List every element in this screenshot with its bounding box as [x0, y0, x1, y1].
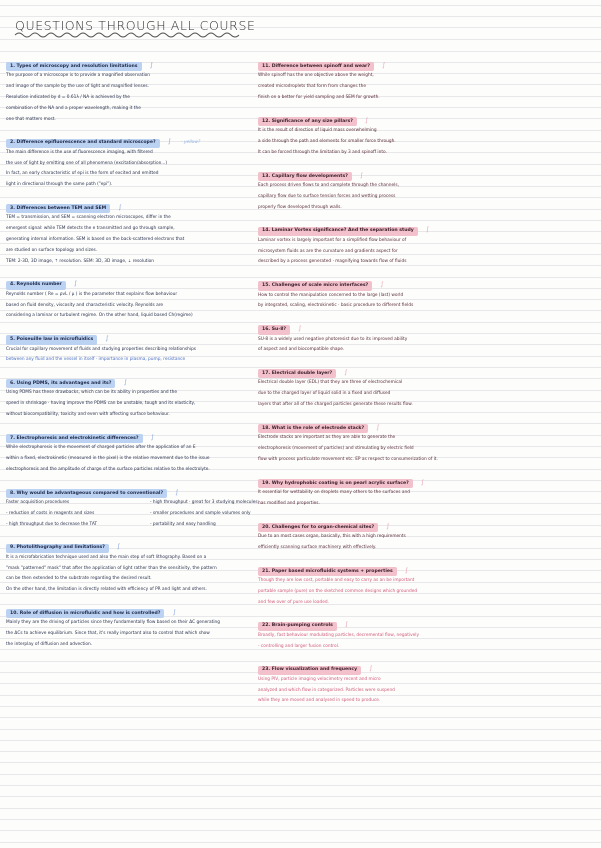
answer-line: speed in shrinkage · having improve the PDMS can be unstable, tough and its elasticity,: [6, 401, 196, 407]
answer-line: The main difference is the use of fluorescence imaging, with filtered: [6, 149, 153, 155]
answer-line: Each process driven flows to and complete through the channels,: [258, 182, 399, 188]
squiggle-icon: ∫: [364, 116, 369, 124]
answer-line: microsystem fluids as are the curvature and gradients aspect for: [258, 248, 398, 254]
question-heading: 12. Significance of any size pillars?: [258, 117, 357, 126]
squiggle-icon: ∫: [404, 566, 408, 574]
answer-line: While spinoff has the one objective above the weight,: [258, 73, 374, 79]
title-underline-squiggle-icon: [13, 31, 243, 39]
title-block: [15, 18, 256, 33]
answer-line: - controlling and larger fusion control.: [258, 643, 340, 649]
answer-line: without biocompatibility, toxicity and even with affecting surface behaviour.: [6, 412, 170, 418]
squiggle-icon: ∫: [167, 138, 171, 146]
squiggle-icon: ∫: [344, 621, 349, 629]
answer-line: electrophoresis and the amplitude of charge of the surface particles relative to the electrolyte.: [6, 466, 210, 472]
answer-line: Faster acquisition procedures: [6, 500, 70, 506]
answer-line: within a fixed, electrokinetic (measured in the pixel) is the relative movement due to the issue: [6, 456, 210, 462]
question-heading: 9. Photolithography and limitations?: [6, 544, 109, 553]
answer-line: On the other hand, the limitation is directly related with efficiency of PR and light and others.: [6, 587, 207, 593]
question-answer: [258, 236, 593, 268]
answer-line: a side through the path and elements for smaller force through.: [258, 138, 396, 144]
question-heading: 20. Challenges for to organ-chemical sites?: [258, 523, 378, 532]
question-17: [258, 359, 593, 411]
answer-line: Crucial for capillary movement of fluids and studying properties describing relationships: [6, 346, 197, 352]
answer-line: TEM = transmission, and SEM = scanning electron microscopes, differ in the: [6, 215, 171, 221]
answer-line: While electrophoresis is the movement of charged particles after the application of an E: [6, 445, 196, 451]
answer-line: SU-8 is a widely used negative photoresist due to its improved ability: [258, 336, 408, 342]
answer-subcolumn-left: [6, 498, 144, 530]
answer-line: - smaller procedures and sample volumes only: [150, 510, 251, 516]
answer-line: the use of light by emitting one of all phenomena (excitation/absorption...): [6, 160, 168, 166]
question-heading: 19. Why hydrophobic coating is on pearl acrylic surface?: [258, 479, 413, 488]
answer-line: and image of the sample by the use of light and magnified lenses.: [6, 84, 149, 90]
answer-line: are studied on surface topology and sizes.: [6, 247, 98, 253]
squiggle-icon: ∫: [382, 62, 386, 69]
question-13: [258, 162, 593, 214]
question-heading: 8. Why would be advantageous compared to conventional?: [6, 489, 167, 498]
question-answer: [6, 290, 288, 322]
answer-line: Laminar vortex is largely important for a simplified flow behaviour of: [258, 237, 407, 243]
question-answer: [258, 631, 593, 653]
question-heading: 6. Using PDMS, its advantages and its?: [6, 379, 115, 388]
answer-line: efficiently scanning surface machinery with effectively.: [258, 544, 377, 550]
question-answer: [258, 433, 593, 465]
answer-line: portable sample (pure) on the sketched common designs which grounded: [258, 588, 418, 594]
question-9: [6, 533, 288, 596]
answer-line: Using PIV, particle imaging velocimetry recent and micro: [258, 676, 381, 682]
question-6: [6, 369, 288, 421]
question-answer: [258, 291, 593, 313]
question-heading: 5. Poiseuille law in microfluidics: [6, 335, 97, 344]
question-4: [6, 270, 288, 322]
question-answer: [6, 553, 288, 596]
question-11: [258, 52, 593, 104]
question-answer: [258, 335, 593, 357]
question-7: [6, 424, 288, 476]
margin-note: - yellow?: [180, 140, 201, 146]
question-5: [6, 325, 288, 366]
question-19: [258, 469, 593, 510]
question-8: [6, 479, 288, 531]
question-answer: [6, 498, 288, 530]
question-heading: 23. Flow visualization and frequency: [258, 666, 361, 675]
squiggle-icon: ∫: [117, 543, 121, 551]
question-20: [258, 513, 593, 554]
squiggle-icon: ∫: [386, 522, 390, 530]
answer-line: Though they are low cost, portable and easy to carry as an be important: [258, 578, 415, 584]
squiggle-icon: ∫: [172, 609, 176, 617]
squiggle-icon: ∫: [150, 433, 154, 441]
answer-line: layers that after all of the charged particles generate these results flow.: [258, 402, 413, 408]
question-heading: 4. Reynolds number: [6, 281, 66, 290]
question-answer: [258, 71, 593, 103]
squiggle-icon: ∫: [359, 171, 364, 179]
answer-line: The purpose of a microscope is to provide a magnified observation: [6, 73, 150, 79]
squiggle-icon: ∫: [425, 226, 430, 234]
answer-line: Electrical double layer (EDL) that they are three of electrochemical: [258, 380, 403, 386]
question-heading: 2. Difference epifluorescence and standard microscope?: [6, 139, 160, 148]
question-heading: 11. Difference between spinoff and wear?: [258, 62, 374, 71]
squiggle-icon: ∫: [420, 478, 424, 486]
question-23: [258, 655, 593, 707]
answer-line: - portability and easy handling: [150, 521, 216, 527]
question-heading: 22. Brain-pumping controls: [258, 622, 337, 631]
question-heading: 3. Differences between TEM and SEM: [6, 204, 110, 213]
answer-line: and few over of pure use loaded.: [258, 599, 329, 605]
answer-line: has modified and properties.: [258, 500, 320, 506]
question-12: [258, 107, 593, 159]
squiggle-icon: ∫: [175, 488, 179, 496]
question-3: [6, 194, 288, 267]
answer-line: can be then extended to the substrate regarding the desired result.: [6, 576, 152, 582]
squiggle-icon: ∫: [123, 379, 127, 387]
question-heading: 13. Capillary flow developments?: [258, 172, 352, 181]
answer-line: finish on a better for yield sampling and SEM for growth.: [258, 94, 380, 100]
question-answer: [6, 213, 288, 267]
answer-line: considering a laminar or turbulent regime. On the other hand, liquid based Ch(regime): [6, 313, 193, 319]
question-heading: 1. Types of microscopy and resolution limitations: [6, 62, 142, 71]
question-heading: 10. Role of diffusion in microfluidic and how is controlled?: [6, 609, 164, 618]
answer-line: How to control the manipulation concerned to the large (last) world: [258, 292, 404, 298]
answer-line: light in directional through the same path ("epi").: [6, 182, 113, 188]
squiggle-icon: ∫: [149, 62, 153, 69]
question-answer: [6, 618, 288, 650]
squiggle-icon: ∫: [380, 281, 384, 289]
answer-line: one that matters most.: [6, 116, 56, 122]
answer-line: Mainly they are the driving of particles since they fundamentally flow based on their ΔC generating: [6, 620, 221, 626]
answer-line: Broadly, fast behaviour modulating particles, decremental flow, negatively: [258, 632, 420, 638]
answer-line: due to the charged layer of liquid solid in a fixed and diffused: [258, 391, 391, 397]
question-heading: 15. Challenges of scale micro interfaces?: [258, 281, 372, 290]
answer-line: of aspect and and biocompatible shape.: [258, 347, 345, 353]
question-heading: 16. Su-8?: [258, 325, 290, 334]
answer-line: Reynolds number ( Re = ρvL / μ ) is the parameter that explains flow behaviour: [6, 291, 178, 297]
answer-line: - high throughput · great for 3 studying molecules: [150, 500, 258, 506]
answer-line: It is the result of direction of liquid mass overwhelming: [258, 128, 377, 134]
question-answer: [258, 576, 593, 608]
question-answer: [6, 388, 288, 420]
question-answer: [6, 345, 288, 367]
question-15: [258, 271, 593, 312]
question-14: [258, 216, 593, 268]
squiggle-icon: ∫: [105, 335, 109, 343]
question-heading: 17. Electrical double layer?: [258, 369, 336, 378]
question-2: [6, 128, 288, 191]
question-answer: [258, 675, 593, 707]
question-22: [258, 611, 593, 652]
question-answer: [258, 181, 593, 213]
squiggle-icon: ∫: [118, 203, 122, 211]
answer-line: electrophoresis (movement of particles) and stimulating by electric field: [258, 446, 414, 452]
question-heading: 14. Laminar Vortex significance? And the separation study: [258, 227, 418, 236]
answer-line: between any fluid and the vessel in itself · importance in plasma, pump, resistance: [6, 357, 186, 363]
answer-line: - high throughput due to decrease the TAT: [6, 521, 98, 527]
answer-line: capillary flow due to surface tension forces and wetting process: [258, 193, 396, 199]
answer-line: It essential for wettability on droplets many others to the surfaces and: [258, 490, 410, 496]
answer-line: Due to an most cases organ, basically, this with a high requirements: [258, 534, 406, 540]
question-answer: [258, 126, 593, 158]
answer-line: - reduction of costs in reagents and sizes: [6, 510, 95, 516]
answer-line: emergent signal: while TEM detects the e transmitted and go through sample,: [6, 226, 175, 232]
answer-line: TEM: 2-3D, 3D image, ⇡ resolution. SEM: 3D, 3D image, ⇣ resolution: [6, 258, 155, 264]
question-heading: 21. Paper based microfluidic systems + properties: [258, 567, 397, 576]
answer-line: combination of the NA and a proper wavelength, making it the: [6, 105, 141, 111]
squiggle-icon: ∫: [73, 280, 78, 288]
answer-line: based on fluid density, viscosity and characteristic velocity. Reynolds are: [6, 302, 164, 308]
answer-line: created microdroplets that form from changes the: [258, 84, 366, 90]
answer-line: properly flow developed through walls.: [258, 204, 342, 210]
question-16: [258, 315, 593, 356]
squiggle-icon: ∫: [369, 665, 373, 673]
squiggle-icon: ∫: [376, 423, 380, 431]
answer-line: analyzed and which flow in categorized. Particles were suspend: [258, 687, 395, 693]
question-answer: [6, 71, 288, 125]
answer-line: by integrated, scaling, electrokinetic · basic procedure to different fields: [258, 303, 414, 309]
answer-line: the interplay of diffusion and advection.: [6, 642, 93, 647]
right-column: [258, 52, 593, 710]
answer-line: while they are moved and analysed in speed to produce.: [258, 698, 381, 704]
question-heading: 18. What is the role of electrode stack?: [258, 424, 368, 433]
question-answer: [6, 443, 288, 475]
squiggle-icon: ∫: [344, 369, 348, 377]
answer-line: It can be forced through the limitation by 3 and spinoff into.: [258, 149, 387, 155]
answer-line: flow with process particulate movement etc. EP as respect to consumerization of it.: [258, 456, 438, 462]
question-answer: [258, 532, 593, 554]
answer-line: It is a microfabrication technique used and also the main step of soft lithography. Based on a: [6, 554, 207, 560]
page-title: QUESTIONS THROUGH ALL COURSE: [15, 18, 256, 33]
question-10: [6, 599, 288, 651]
question-answer: [6, 148, 288, 191]
answer-line: Using PDMS has these drawbacks, which can be its ability in properties and the: [6, 390, 177, 396]
answer-line: described by a process generated · magnifying towards flow of fluids: [258, 259, 407, 265]
answer-line: Electrode stacks are important as they are able to generate the: [258, 435, 396, 441]
question-21: [258, 557, 593, 609]
question-18: [258, 414, 593, 466]
question-answer: [258, 488, 593, 510]
left-column: [6, 52, 288, 654]
question-answer: [258, 378, 593, 410]
squiggle-icon: ∫: [298, 325, 302, 333]
answer-line: the ΔCs to achieve equilibrium. Since that, it's really important also to control that which show: [6, 631, 210, 637]
answer-line: In fact, an early characteristic of epi is the form of excited and emitted: [6, 171, 159, 177]
answer-line: generating internal information. SEM is based on the back-scattered electrons that: [6, 236, 185, 242]
answer-line: Resolution indicated by d = 0.61λ / NA is achieved by the: [6, 94, 130, 100]
answer-line: "mask "patterned" mask" that after the application of light rather than the sensitivity, the pattern: [6, 565, 217, 571]
question-1: [6, 52, 288, 125]
question-heading: 7. Electrophoresis and electrokinetic differences?: [6, 434, 143, 443]
